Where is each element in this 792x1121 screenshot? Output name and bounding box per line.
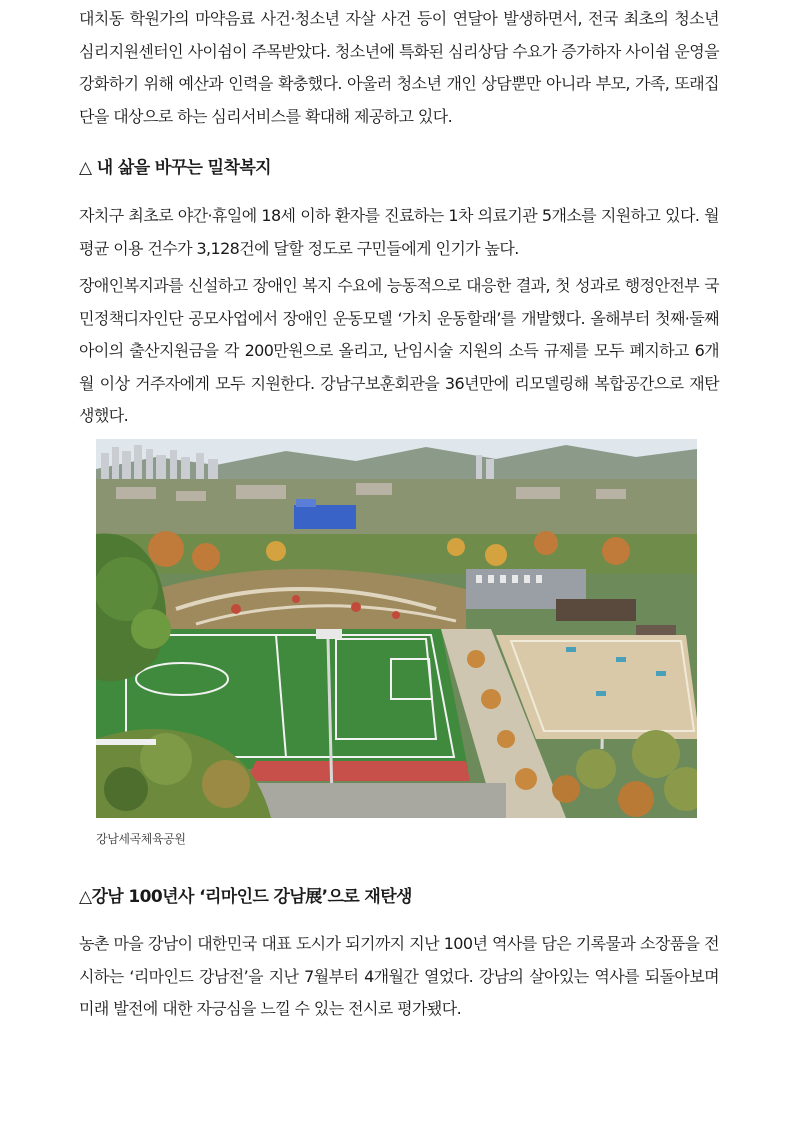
body-paragraph: 자치구 최초로 야간·휴일에 18세 이하 환자를 진료하는 1차 의료기관 5개소를 지원하고 있다. 월평균 이용 건수가 3,128건에 달할 정도로 구민들에게 인기가 높다. [79,206,719,258]
park-aerial-photo [96,439,697,818]
body-paragraph: 농촌 마을 강남이 대한민국 대표 도시가 되기까지 지난 100년 역사를 담은 기록물과 소장품을 전시하는 ‘리마인드 강남전’을 지난 7월부터 4개월간 열었다. 강남의 살아있는 역사를 되돌아보며 미래 발전에 대한 자긍심을 느낄 수 있는 전시로 평가됐다. [79,934,719,1018]
section-heading: △강남 100년사 ‘리마인드 강남展’으로 재탄생 [79,887,412,907]
body-paragraph: 장애인복지과를 신설하고 장애인 복지 수요에 능동적으로 대응한 결과, 첫 성과로 행정안전부 국민정책디자인단 공모사업에서 장애인 운동모델 ‘가치 운동할래’를 개발했다. 올해부터 첫째·둘째 아이의 출산지원금을 각 200만원으로 올리고, 난임시술 지원의 소득 규제를 모두 폐지하고 6개월 이상 거주자에게 모두 지원한다. 강남구보훈회관을 36년만에 리모델링해 복합공간으로 재탄생했다. [79,276,719,425]
park-illustration [96,439,697,818]
body-paragraph: 대치동 학원가의 마약음료 사건·청소년 자살 사건 등이 연달아 발생하면서, 전국 최초의 청소년 심리지원센터인 사이쉼이 주목받았다. 청소년에 특화된 심리상담 수요가 증가하자 사이쉼 운영을 강화하기 위해 예산과 인력을 확충했다. 아울러 청소년 개인 상담뿐만 아니라 부모, 가족, 또래집단을 대상으로 하는 심리서비스를 확대해 제공하고 있다. [79,9,719,126]
photo-caption: 강남세곡체육공원 [96,832,186,846]
section-heading: △ 내 삶을 바꾸는 밀착복지 [79,158,271,178]
